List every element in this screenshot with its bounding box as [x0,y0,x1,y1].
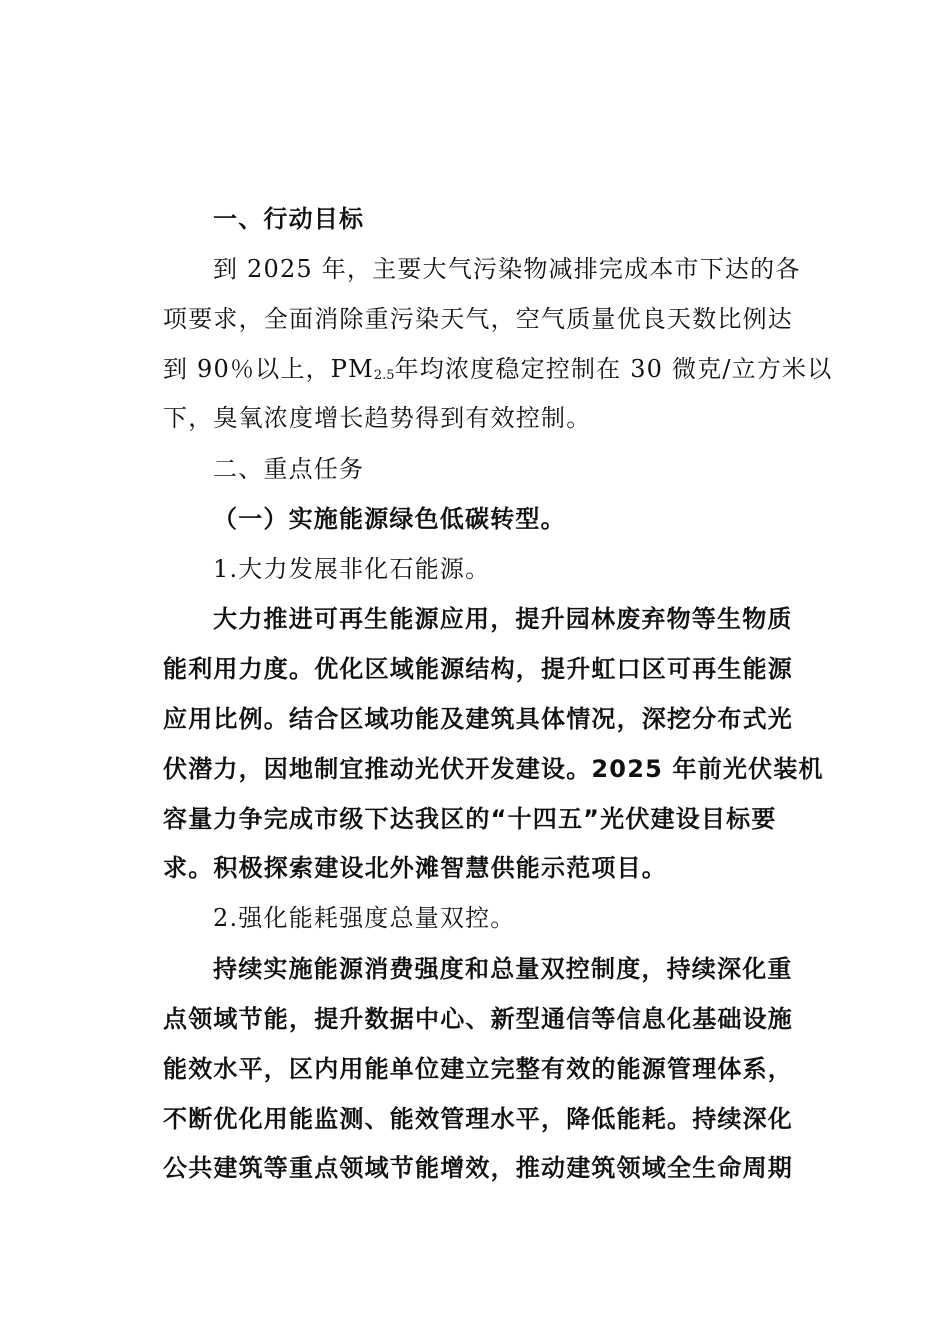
pm-text-rest: 年均浓度稳定控制在 30 微克/立方米以 [394,355,833,383]
paragraph-line: 到 2025 年，主要大气污染物减排完成本市下达的各 [213,255,801,283]
item-title-1: 1.大力发展非化石能源。 [213,555,491,583]
paragraph-line: 下，臭氧浓度增长趋势得到有效控制。 [163,404,592,432]
paragraph-line: 点领域节能，提升数据中心、新型通信等信息化基础设施 [163,1005,793,1033]
paragraph-line: 求。积极探索建设北外滩智慧供能示范项目。 [163,854,667,882]
paragraph-line: 应用比例。结合区域功能及建筑具体情况，深挖分布式光 [163,705,793,733]
paragraph-line: 项要求，全面消除重污染天气，空气质量优良天数比例达 [163,305,793,333]
item-title-2: 2.强化能耗强度总量双控。 [213,904,516,932]
paragraph-line: 能利用力度。优化区域能源结构，提升虹口区可再生能源 [163,655,793,683]
paragraph-line: 持续实施能源消费强度和总量双控制度，持续深化重 [213,955,793,983]
pm-subscript: 2.5 [373,368,395,383]
paragraph-line: 容量力争完成市级下达我区的“十四五”光伏建设目标要 [163,805,777,833]
paragraph-line: 公共建筑等重点领域节能增效，推动建筑领域全生命周期 [163,1154,793,1182]
subsection-heading: （一）实施能源绿色低碳转型。 [213,505,566,533]
paragraph-line: 伏潜力，因地制宜推动光伏开发建设。2025 年前光伏装机 [163,755,824,783]
paragraph-line: 大力推进可再生能源应用，提升园林废弃物等生物质 [213,605,793,633]
paragraph-line: 不断优化用能监测、能效管理水平，降低能耗。持续深化 [163,1105,793,1133]
paragraph-line: 能效水平，区内用能单位建立完整有效的能源管理体系， [163,1055,793,1083]
section-heading-tasks: 二、重点任务 [213,455,365,483]
section-heading-goals: 一、行动目标 [213,205,365,233]
paragraph-line-pm25 [163,353,832,392]
pm-text: 到 90％以上，PM [163,355,374,383]
